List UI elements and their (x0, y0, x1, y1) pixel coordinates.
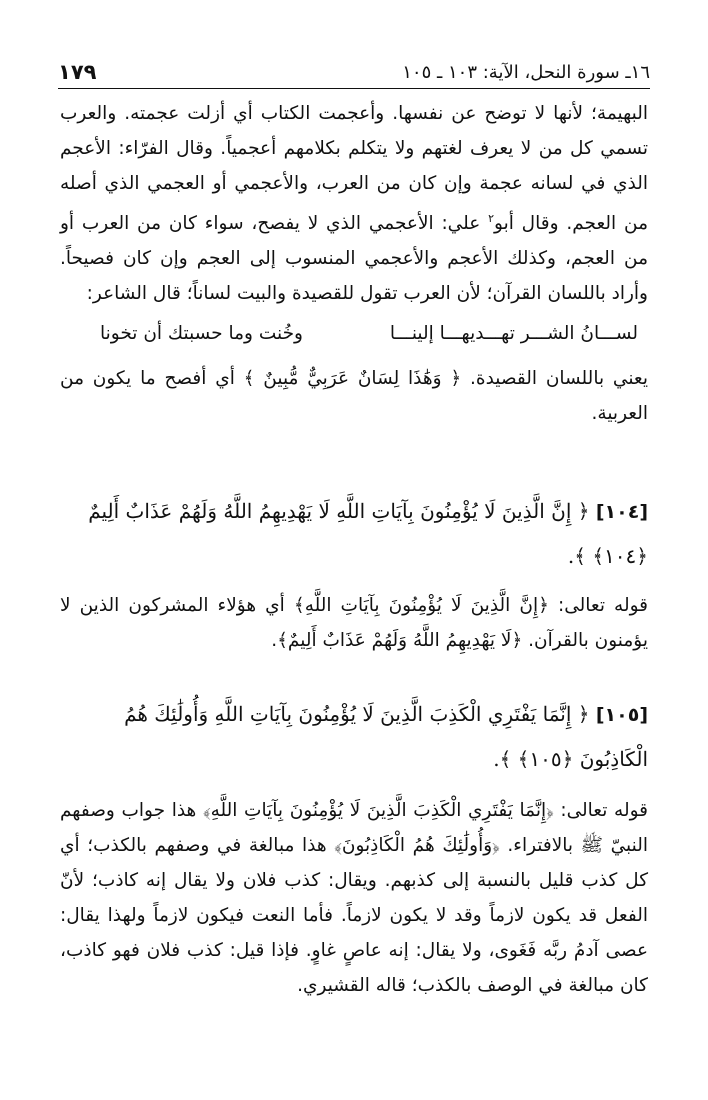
paragraph: قوله تعالى: ﴿إِنَّمَا يَفْتَرِي الْكَذِبَ الَّذِينَ لَا يُؤْمِنُونَ بِآيَاتِ اللَّهِ﴾ هذا جواب وصفهم النبيّ ﷺ بالافتراء. ﴿وَأُولَٰئِكَ هُمُ الْكَاذِبُونَ﴾ هذا مبالغة في وصفهم بالكذب؛ أي كل كذب قليل بالنسبة إلى كذبهم. ويقال: كذب فلان ولا يقال إنه كاذب؛ لأنّ الفعل قد يكون لازماً وقد لا يكون لازماً. فأما النعت فيكون لازماً ولهذا يقال: عصى آدمُ ربَّه فَغَوى، ولا يقال: إنه عاصٍ غاوٍ. فإذا قيل: كذب فلان فهو كاذب، كان مبالغة في الوصف بالكذب؛ قاله القشيري. (60, 800, 648, 997)
verse-number: [١٠٤] (595, 501, 648, 524)
paragraph-text: علي: الأعجمي الذي لا يفصح، سواء كان من العرب أو من العجم، وكذلك الأعجم والأعجمي المنسوب إلى العجم وإن كان فصيحاً. وأراد باللسان القرآن؛ لأن العرب تقول للقصيدة والبيت لساناً؛ قال الشاعر: (60, 213, 648, 305)
poem-hemistich-left: وخُنت وما حسبتك أن تخونا (100, 323, 303, 345)
verse-number: [١٠٥] (595, 704, 648, 727)
running-title: ١٦ـ سورة النحل، الآية: ١٠٣ ـ ١٠٥ (402, 61, 650, 83)
verse-heading (60, 692, 648, 781)
poem-verse (60, 317, 648, 351)
verse-text: ﴿ إِنَّ الَّذِينَ لَا يُؤْمِنُونَ بِآيَاتِ اللَّهِ لَا يَهْدِيهِمُ اللَّهُ وَلَهُمْ عَذَابٌ أَلِيمٌ ﴿١٠٤﴾ ﴾. (88, 499, 648, 569)
verse-text: ﴿ إِنَّمَا يَفْتَرِي الْكَذِبَ الَّذِينَ لَا يُؤْمِنُونَ بِآيَاتِ اللَّهِ وَأُولَٰئِكَ هُمُ الْكَاذِبُونَ ﴿١٠٥﴾ ﴾. (124, 702, 648, 772)
paragraph: قوله تعالى: ﴿إِنَّ الَّذِينَ لَا يُؤْمِنُونَ بِآيَاتِ اللَّهِ﴾ أي هؤلاء المشركون الذين لا يؤمنون بالقرآن. ﴿لَا يَهْدِيهِمُ اللَّهُ وَلَهُمْ عَذَابٌ أَلِيمٌ﴾. (60, 595, 648, 652)
verse-heading (60, 489, 648, 578)
footnote-marker: ٢ (488, 212, 495, 225)
paragraph (60, 96, 648, 311)
paragraph-text: البهيمة؛ لأنها لا توضح عن نفسها. وأعجمت الكتاب أي أزلت عجمته. والعرب تسمي كل من لا يعرف لغتهم ولا يتكلم بكلامهم أعجمياً. وقال الفرّاء: الأعجم الذي في لسانه عجمة وإن كان من العرب، والأعجمي أو العجمي الذي أصله من العجم. وقال أبو (60, 103, 648, 235)
page-number: ١٧٩ (58, 60, 97, 84)
paragraph: يعني باللسان القصيدة. ﴿ وَهَٰذَا لِسَانٌ عَرَبِيٌّ مُّبِينٌ ﴾ أي أفصح ما يكون من العربية. (60, 368, 648, 425)
poem-hemistich-right: لســـانُ الشـــر تهـــديهـــا إلينـــا (389, 323, 638, 345)
page-header (58, 56, 650, 89)
page-body (60, 96, 648, 1003)
